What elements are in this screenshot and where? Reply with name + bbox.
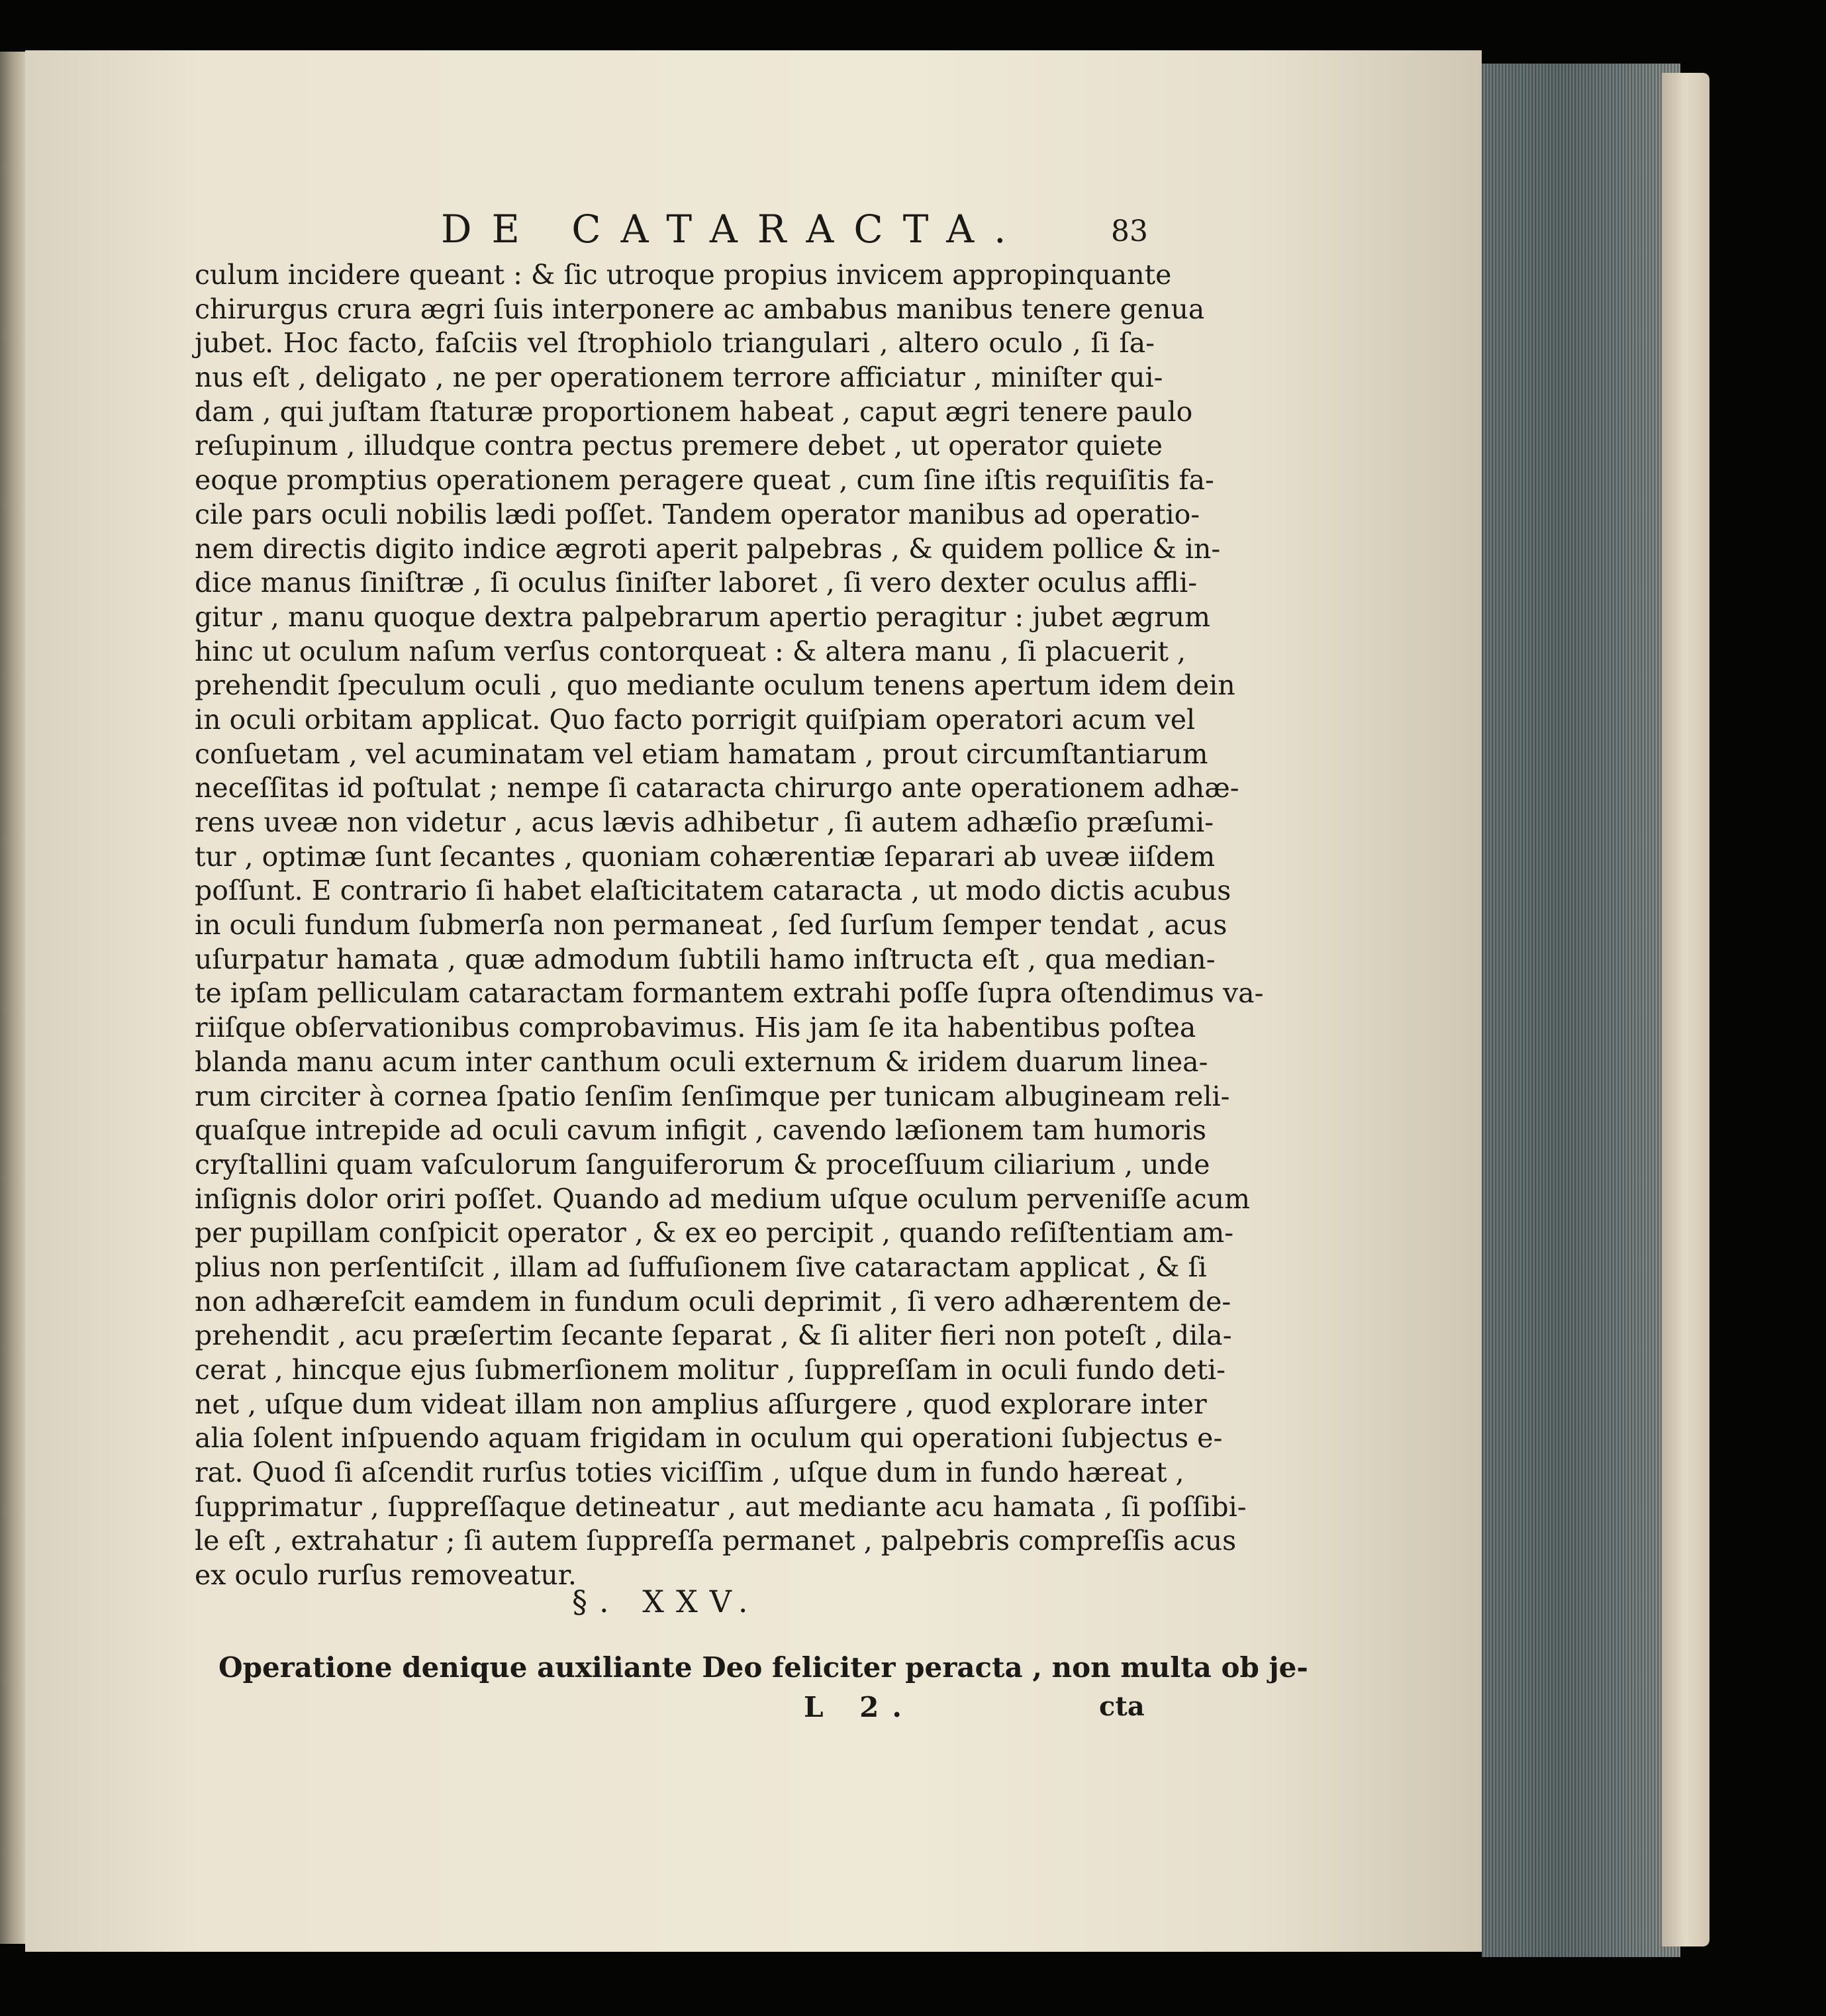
text-line: net , uſque dum videat illam non amplius aſſurgere , quod explorare inter xyxy=(195,1388,1207,1420)
text-line: inſignis dolor oriri poſſet. Quando ad medium uſque oculum perveniſſe acum xyxy=(195,1182,1250,1215)
text-line: hinc ut oculum naſum verſus contorqueat : & altera manu , ſi placuerit , xyxy=(195,635,1186,667)
text-line: cile pars oculi nobilis lædi poſſet. Tandem operator manibus ad operatio- xyxy=(195,498,1200,530)
text-line: riiſque obſervationibus comprobavimus. His jam ſe ita habentibus poſtea xyxy=(195,1012,1196,1044)
page-number: 83 xyxy=(1111,215,1148,248)
text-line: ſupprimatur , ſuppreſſaque detineatur , aut mediante acu hamata , ſi poſſibi- xyxy=(195,1490,1247,1523)
text-line: reſupinum , illudque contra pectus premere debet , ut operator quiete xyxy=(195,430,1163,462)
text-line: tur , optimæ ſunt ſecantes , quoniam cohærentiæ ſeparari ab uveæ iiſdem xyxy=(195,840,1216,873)
text-line: rum circiter à cornea ſpatio ſenſim ſenſimque per tunicam albugineam reli- xyxy=(195,1080,1230,1112)
text-line: chirurgus crura ægri ſuis interponere ac ambabus manibus tenere genua xyxy=(195,293,1205,325)
catchword: cta xyxy=(1099,1691,1145,1722)
text-line: culum incidere queant : & ſic utroque propius invicem appropinquante xyxy=(195,259,1172,291)
text-line: eoque promptius operationem peragere queat , cum ſine iſtis requiſitis fa- xyxy=(195,464,1214,497)
text-line: le eſt , extrahatur ; ſi autem ſuppreſſa permanet , palpebris compreſſis acus xyxy=(195,1525,1237,1557)
text-line: poſſunt. E contrario ſi habet elaſticitatem cataracta , ut modo dictis acubus xyxy=(195,875,1231,907)
text-line: rat. Quod ſi aſcendit rurſus toties viciſſim , uſque dum in fundo hæreat , xyxy=(195,1457,1184,1489)
previous-page-edge xyxy=(0,52,25,1944)
running-head: DE CATARACTA. xyxy=(441,207,1026,252)
text-line: ex oculo rurſus removeatur. xyxy=(195,1559,577,1592)
next-paragraph-start: Operatione denique auxiliante Deo feliciter peracta , non multa ob je- xyxy=(218,1651,1308,1684)
text-line: in oculi fundum ſubmerſa non permaneat , ſed ſurſum ſemper tendat , acus xyxy=(195,909,1227,941)
text-line: rens uveæ non videtur , acus lævis adhibetur , ſi autem adhæſio præſumi- xyxy=(195,806,1214,838)
book-page xyxy=(25,50,1482,1952)
text-line: cerat , hincque ejus ſubmerſionem molitur , ſuppreſſam in oculi fundo deti- xyxy=(195,1354,1226,1386)
text-line: blanda manu acum inter canthum oculi externum & iridem duarum linea- xyxy=(195,1045,1208,1078)
book-fore-edge xyxy=(1482,64,1680,1957)
text-line: dam , qui juſtam ſtaturæ proportionem habeat , caput ægri tenere paulo xyxy=(195,395,1193,428)
text-line: non adhæreſcit eamdem in fundum oculi deprimit , ſi vero adhærentem de- xyxy=(195,1285,1231,1318)
signature-mark: L 2. xyxy=(804,1691,915,1723)
text-line: te ipſam pelliculam cataractam formantem extrahi poſſe ſupra oſtendimus va- xyxy=(195,977,1264,1010)
text-line: plius non perſentiſcit , illam ad ſuffuſionem ſive cataractam applicat , & ſi xyxy=(195,1251,1207,1283)
text-line: neceſſitas id poſtulat ; nempe ſi cataracta chirurgo ante operationem adhæ- xyxy=(195,772,1239,804)
text-line: nus eſt , deligato , ne per operationem terrore afficiatur , miniſter qui- xyxy=(195,361,1163,394)
text-line: uſurpatur hamata , quæ admodum ſubtili hamo inſtructa eſt , qua median- xyxy=(195,943,1216,975)
text-line: conſuetam , vel acuminatam vel etiam hamatam , prout circumſtantiarum xyxy=(195,738,1208,770)
text-line: in oculi orbitam applicat. Quo facto porrigit quiſpiam operatori acum vel xyxy=(195,703,1196,736)
text-line: quaſque intrepide ad oculi cavum infigit , cavendo læſionem tam humoris xyxy=(195,1114,1207,1147)
text-line: prehendit ſpeculum oculi , quo mediante oculum tenens apertum idem dein xyxy=(195,669,1235,702)
text-line: dice manus ſiniſtræ , ſi oculus ſiniſter laboret , ſi vero dexter oculus affli- xyxy=(195,567,1198,599)
text-line: cryſtallini quam vaſculorum ſanguiferorum & proceſſuum ciliarium , unde xyxy=(195,1148,1210,1180)
text-line: gitur , manu quoque dextra palpebrarum apertio peragitur : jubet ægrum xyxy=(195,600,1211,633)
text-line: prehendit , acu præſertim ſecante ſeparat , & ſi aliter fieri non poteſt , dila- xyxy=(195,1320,1232,1352)
text-line: jubet. Hoc facto, faſciis vel ſtrophiolo triangulari , altero oculo , ſi ſa- xyxy=(195,327,1155,360)
text-line: per pupillam conſpicit operator , & ex eo percipit , quando reſiſtentiam am- xyxy=(195,1217,1234,1249)
text-line: alia ſolent inſpuendo aquam frigidam in oculum qui operationi ſubjectus e- xyxy=(195,1422,1223,1455)
cover-board-edge xyxy=(1662,73,1709,1946)
body-text xyxy=(195,258,1264,1593)
section-heading: §. XXV. xyxy=(572,1584,760,1619)
text-line: nem directis digito indice ægroti aperit palpebras , & quidem pollice & in- xyxy=(195,532,1221,565)
